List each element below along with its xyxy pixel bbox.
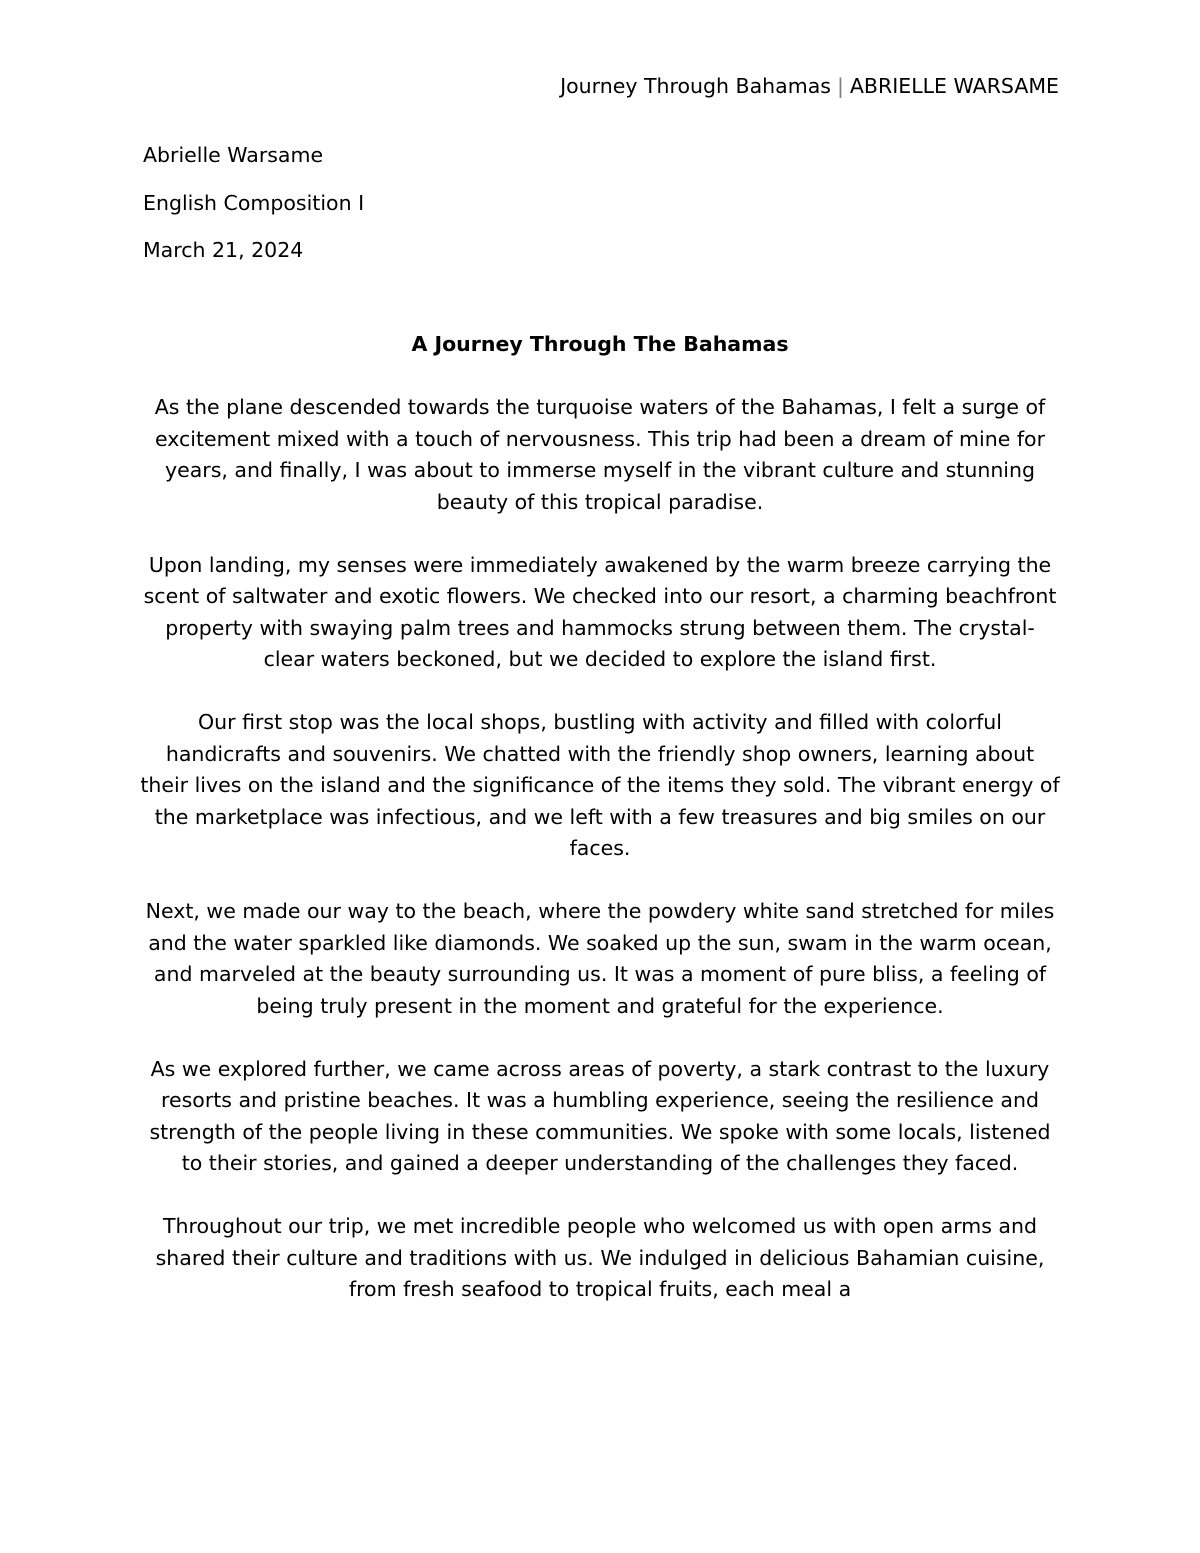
header-title: Journey Through Bahamas	[560, 74, 831, 98]
heading-date: March 21, 2024	[143, 238, 304, 262]
course-name: English Composition I	[143, 190, 365, 215]
essay-body	[140, 392, 1060, 1337]
paragraph: As we explored further, we came across areas of poverty, a stark contrast to the luxury resorts and pristine beaches. It was a humbling experience, seeing the resilience and strength of the people living in these communities. We spoke with some locals, listened to their stories, and gained a deeper understanding of the challenges they faced.	[149, 1056, 1051, 1175]
paragraph: Throughout our trip, we met incredible people who welcomed us with open arms and shared their culture and traditions with us. We indulged in delicious Bahamian cuisine, from fresh seafood to tropical fruits, each meal a	[155, 1214, 1045, 1301]
essay-title: A Journey Through The Bahamas	[411, 332, 789, 356]
paragraph: As the plane descended towards the turquoise waters of the Bahamas, I felt a surge of excitement mixed with a touch of nervousness. This trip had been a dream of mine for years, and finally, I was about to immerse myself in the vibrant culture and stunning beauty of this tropical paradise.	[154, 395, 1046, 514]
paragraph: Upon landing, my senses were immediately awakened by the warm breeze carrying the scent of saltwater and exotic flowers. We checked into our resort, a charming beachfront property with swaying palm trees and hammocks strung between them. The crystal-clear waters beckoned, but we decided to explore the island first.	[143, 552, 1057, 671]
paragraph: Next, we made our way to the beach, where the powdery white sand stretched for miles and the water sparkled like diamonds. We soaked up the sun, swam in the warm ocean, and marveled at the beauty surrounding us. It was a moment of pure bliss, a feeling of being truly present in the moment and grateful for the experience.	[145, 899, 1055, 1018]
paragraph: Our first stop was the local shops, bustling with activity and filled with colorful handicrafts and souvenirs. We chatted with the friendly shop owners, learning about their lives on the island and the significance of the items they sold. The vibrant energy of the marketplace was infectious, and we left with a few treasures and big smiles on our faces.	[140, 710, 1060, 860]
header-author: ABRIELLE WARSAME	[849, 74, 1059, 98]
running-header	[560, 72, 1059, 100]
header-separator: |	[836, 74, 844, 98]
student-name: Abrielle Warsame	[143, 143, 324, 167]
student-heading	[143, 140, 364, 283]
